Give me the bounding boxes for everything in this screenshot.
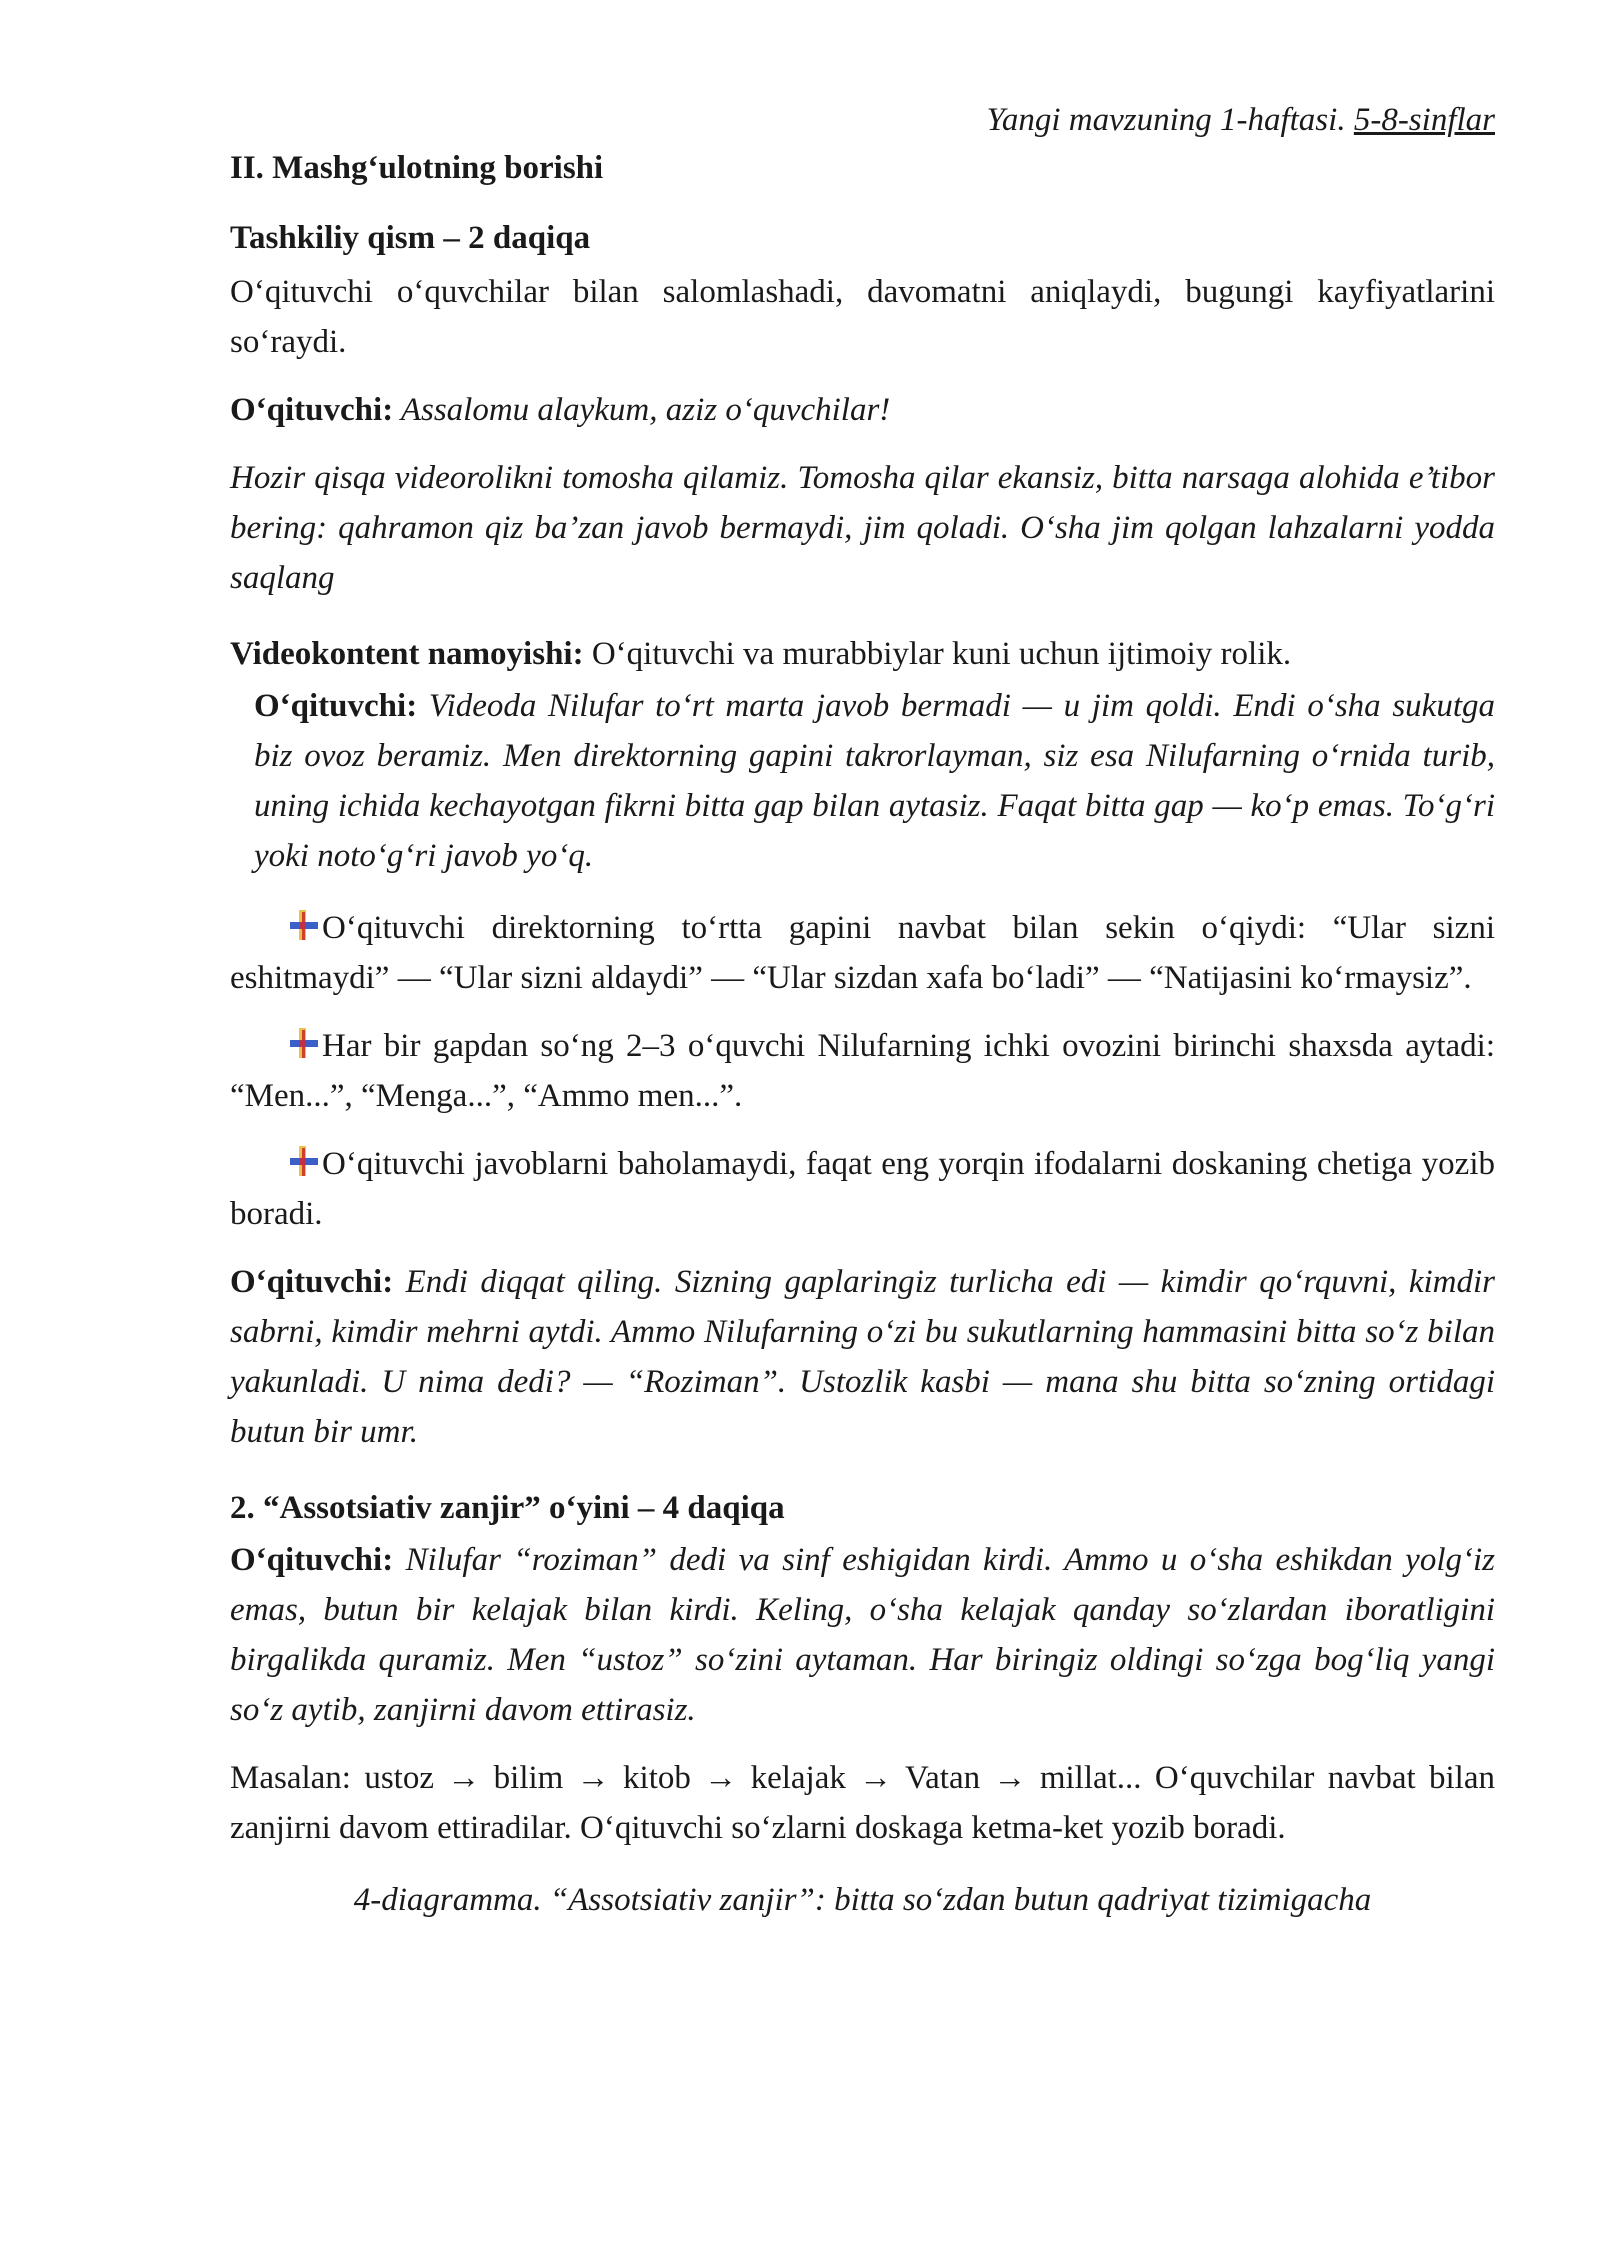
teacher-label: O‘qituvchi:: [230, 392, 394, 428]
part1-title: Tashkiliy qism – 2 daqiqa: [230, 220, 591, 256]
header-prefix: Yangi mavzuning 1-haftasi.: [986, 102, 1354, 138]
bullet-item-2: [230, 1021, 1495, 1121]
teacher-label: O‘qituvchi:: [254, 688, 418, 724]
teacher2-paragraph: [254, 681, 1495, 881]
teacher3-text: Endi diqqat qiling. Sizning gaplaringiz turlicha edi — kimdir qo‘rquvni, kimdir sabrni, kimdir mehrni aytdi. Ammo Nilufarning o‘zi bu sukutlarning hammasini bitta so‘z bilan yakunladi. U nima dedi? — “Roziman”. Ustozlik kasbi — mana shu bitta so‘zning ortidagi butun bir umr.: [230, 1264, 1495, 1450]
part2-title: 2. “Assotsiativ zanjir” o‘yini – 4 daqiqa: [230, 1490, 785, 1526]
example-paragraph: Masalan: ustoz → bilim → kitob → kelajak → Vatan → millat... O‘quvchilar navbat bilan zanjirni davom ettiradilar. O‘qituvchi so‘zlarni doskaga ketma-ket yozib boradi.: [230, 1760, 1495, 1846]
document-page: [230, 95, 1495, 1925]
instruction-paragraph: Hozir qisqa videorolikni tomosha qilamiz. Tomosha qilar ekansiz, bitta narsaga alohida e’tibor bering: qahramon qiz ba’zan javob bermaydi, jim qoladi. O‘sha jim qolgan lahzalarni yodda saqlang: [230, 460, 1495, 596]
diagram-caption: 4-diagramma. “Assotsiativ zanjir”: bitta so‘zdan butun qadriyat tizimigacha: [353, 1882, 1372, 1918]
intro-paragraph: O‘qituvchi o‘quvchilar bilan salomlashadi, davomatni aniqlaydi, bugungi kayfiyatlarini so‘raydi.: [230, 274, 1495, 360]
video-text: O‘qituvchi va murabbiylar kuni uchun ijtimoiy rolik.: [583, 636, 1292, 672]
video-paragraph: [230, 629, 1495, 679]
greeting-text: Assalomu alaykum, aziz o‘quvchilar!: [393, 392, 891, 428]
part2-teacher-text: Nilufar “roziman” dedi va sinf eshigidan kirdi. Ammo u o‘sha eshikdan yolg‘iz emas, butun bir kelajak bilan kirdi. Keling, o‘sha kelajak qanday so‘zlardan iboratligini birgalikda quramiz. Men “ustoz” so‘zini aytaman. Har biringiz oldingi so‘zga bog‘liq yangi so‘z aytib, zanjirni davom ettirasiz.: [230, 1542, 1495, 1728]
teacher-label: O‘qituvchi:: [230, 1264, 394, 1300]
bullet-text-3: O‘qituvchi javoblarni baholamaydi, faqat eng yorqin ifodalarni doskaning chetiga yozib boradi.: [230, 1146, 1495, 1232]
header-classes: 5-8-sinflar: [1353, 102, 1495, 138]
bullet-text-1: O‘qituvchi direktorning to‘rtta gapini navbat bilan sekin o‘qiydi: “Ular sizni eshitmaydi” — “Ular sizni aldaydi” — “Ular sizdan xafa bo‘ladi” — “Natijasini ko‘rmaysiz”.: [230, 910, 1495, 996]
teacher3-paragraph: [230, 1257, 1495, 1457]
teacher2-text: Videoda Nilufar to‘rt marta javob bermadi — u jim qoldi. Endi o‘sha sukutga biz ovoz beramiz. Men direktorning gapini takrorlayman, siz esa Nilufarning o‘rnida turib, uning ichida kechayotgan fikrni bitta gap bilan aytasiz. Faqat bitta gap — ko‘p emas. To‘g‘ri yoki noto‘g‘ri javob yo‘q.: [254, 688, 1495, 874]
teacher-label: O‘qituvchi:: [230, 1542, 394, 1578]
part2-teacher-paragraph: [230, 1535, 1495, 1735]
bullet-item-3: [230, 1139, 1495, 1239]
pin-icon: [288, 1028, 320, 1060]
bullet-item-1: [230, 903, 1495, 1003]
video-label: Videokontent namoyishi:: [230, 636, 584, 672]
pin-icon: [288, 910, 320, 942]
page-header: [230, 95, 1495, 145]
pin-icon: [288, 1146, 320, 1178]
greeting-paragraph: [230, 385, 1495, 435]
section-title: II. Mashg‘ulotning borishi: [230, 150, 604, 186]
bullet-text-2: Har bir gapdan so‘ng 2–3 o‘quvchi Nilufarning ichki ovozini birinchi shaxsda aytadi: “Men...”, “Menga...”, “Ammo men...”.: [230, 1028, 1495, 1114]
